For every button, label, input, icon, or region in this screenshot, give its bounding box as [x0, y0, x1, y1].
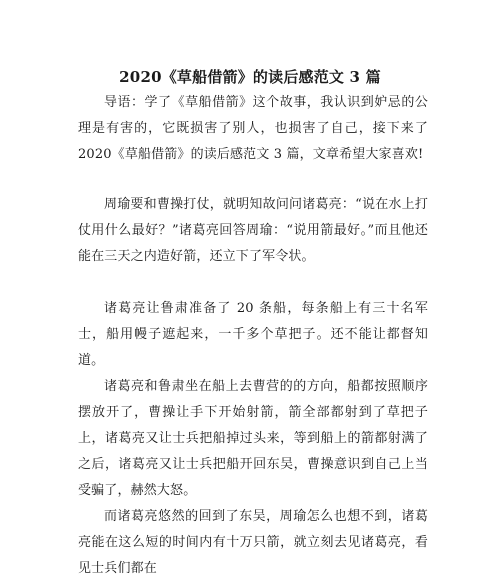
paragraph-intro: 导语：学了《草船借箭》这个故事，我认识到妒忌的公理是有害的，它既损害了别人，也损害了自己，接下来了 2020《草船借箭》的读后感范文 3 篇，文章希望大家喜欢!: [78, 95, 428, 162]
paragraph-5: 而诸葛亮悠然的回到了东吴，周瑜怎么也想不到，诸葛亮能在这么短的时间内有十万只箭，就立刻去见诸葛亮，看见士兵们都在: [78, 509, 428, 576]
paragraph-3: 诸葛亮让鲁肃准备了 20 条船，每条船上有三十名军士，船用幔子遮起来，一千多个草把子。还不能让都督知道。: [78, 301, 428, 368]
document-title: 2020《草船借箭》的读后感范文 3 篇: [119, 68, 381, 86]
paragraph-4: 诸葛亮和鲁肃坐在船上去曹营的的方向，船都按照顺序摆放开了，曹操让手下开始射箭，箭全部都射到了草把子上，诸葛亮又让士兵把船掉过头来，等到船上的箭都射满了之后，诸葛亮又让士兵把船开回东吴，曹操意识到自己上当受骗了，赫然大怒。: [78, 379, 428, 498]
paragraph-2: 周瑜要和曹操打仗，就明知故问问诸葛亮：“说在水上打仗用什么最好？”诸葛亮回答周瑜：“说用箭最好。”而且他还能在三天之内造好箭，还立下了军令状。: [78, 197, 428, 264]
